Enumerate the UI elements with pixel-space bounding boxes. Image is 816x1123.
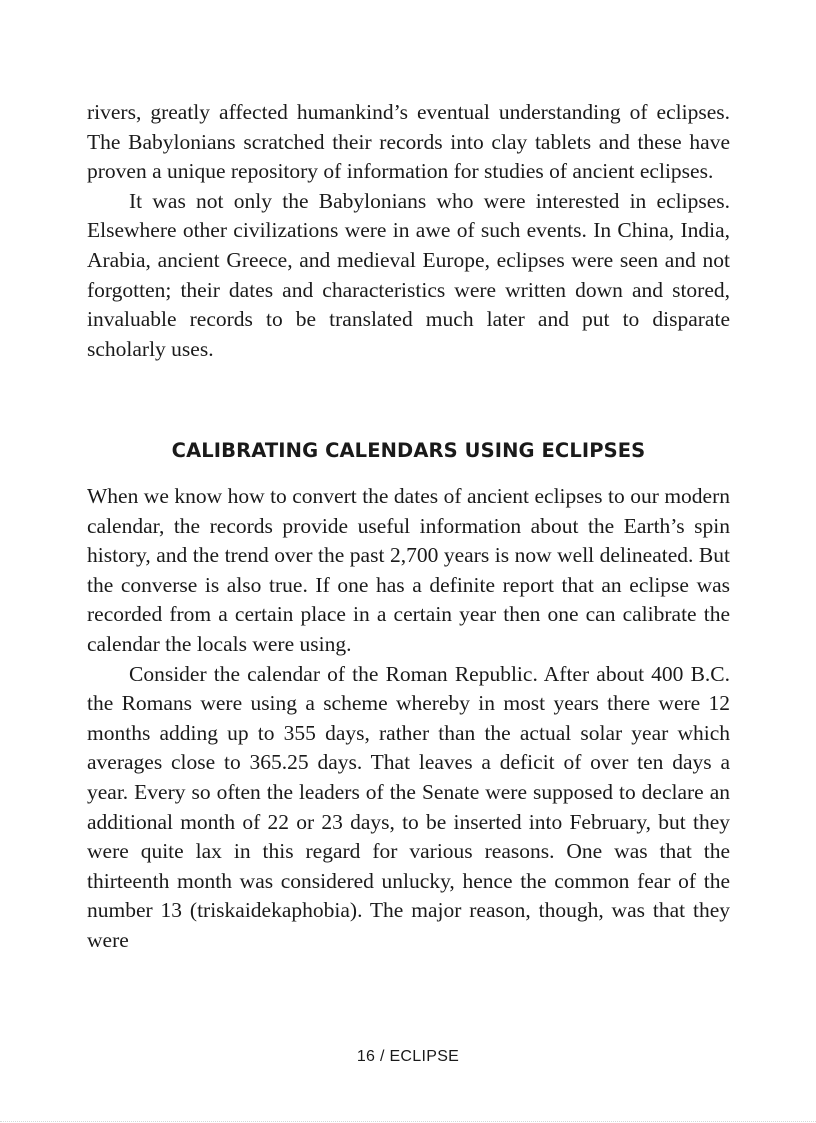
paragraph-converting-dates: When we know how to convert the dates of ancient eclipses to our modern calendar, the records provide useful information about the Earth’s spin history, and the trend over the past 2,700 years is now well delineated. But the converse is also true. If one has a definite report that an eclipse was recorded from a certain place in a certain year then one can calibrate the calendar the locals were using. [87, 484, 730, 656]
paragraph-roman-calendar: Consider the calendar of the Roman Republic. After about 400 B.C. the Romans were using a scheme whereby in most years there were 12 months adding up to 355 days, rather than the actual solar year which averages close to 365.25 days. That leaves a deficit of over ten days a year. Every so often the leaders of the Senate were supposed to declare an additional month of 22 or 23 days, to be inserted into February, but they were quite lax in this regard for various reasons. One was that the thirteenth month was considered unlucky, hence the common fear of the number 13 (triskaidekaphobia). The major reason, though, was that they were [87, 661, 730, 952]
paragraph-civilizations: It was not only the Babylonians who were interested in eclipses. Elsewhere other civilizations were in awe of such events. In China, India, Arabia, ancient Greece, and medieval Europe, eclipses were seen and not forgotten; their dates and characteristics were written down and stored, invaluable records to be translated much later and put to disparate scholarly uses. [87, 188, 730, 361]
section-heading: CALIBRATING CALENDARS USING ECLIPSES [171, 439, 646, 462]
body-text-top [87, 98, 730, 364]
page-number-footer: 16 / ECLIPSE [356, 1048, 460, 1065]
body-text-bottom [87, 482, 730, 956]
paragraph-continued: rivers, greatly affected humankind’s eventual understanding of eclipses. The Babylonians scratched their records into clay tablets and these have proven a unique repository of information for studies of ancient eclipses. [87, 100, 730, 184]
page-edge-divider [0, 1121, 816, 1122]
